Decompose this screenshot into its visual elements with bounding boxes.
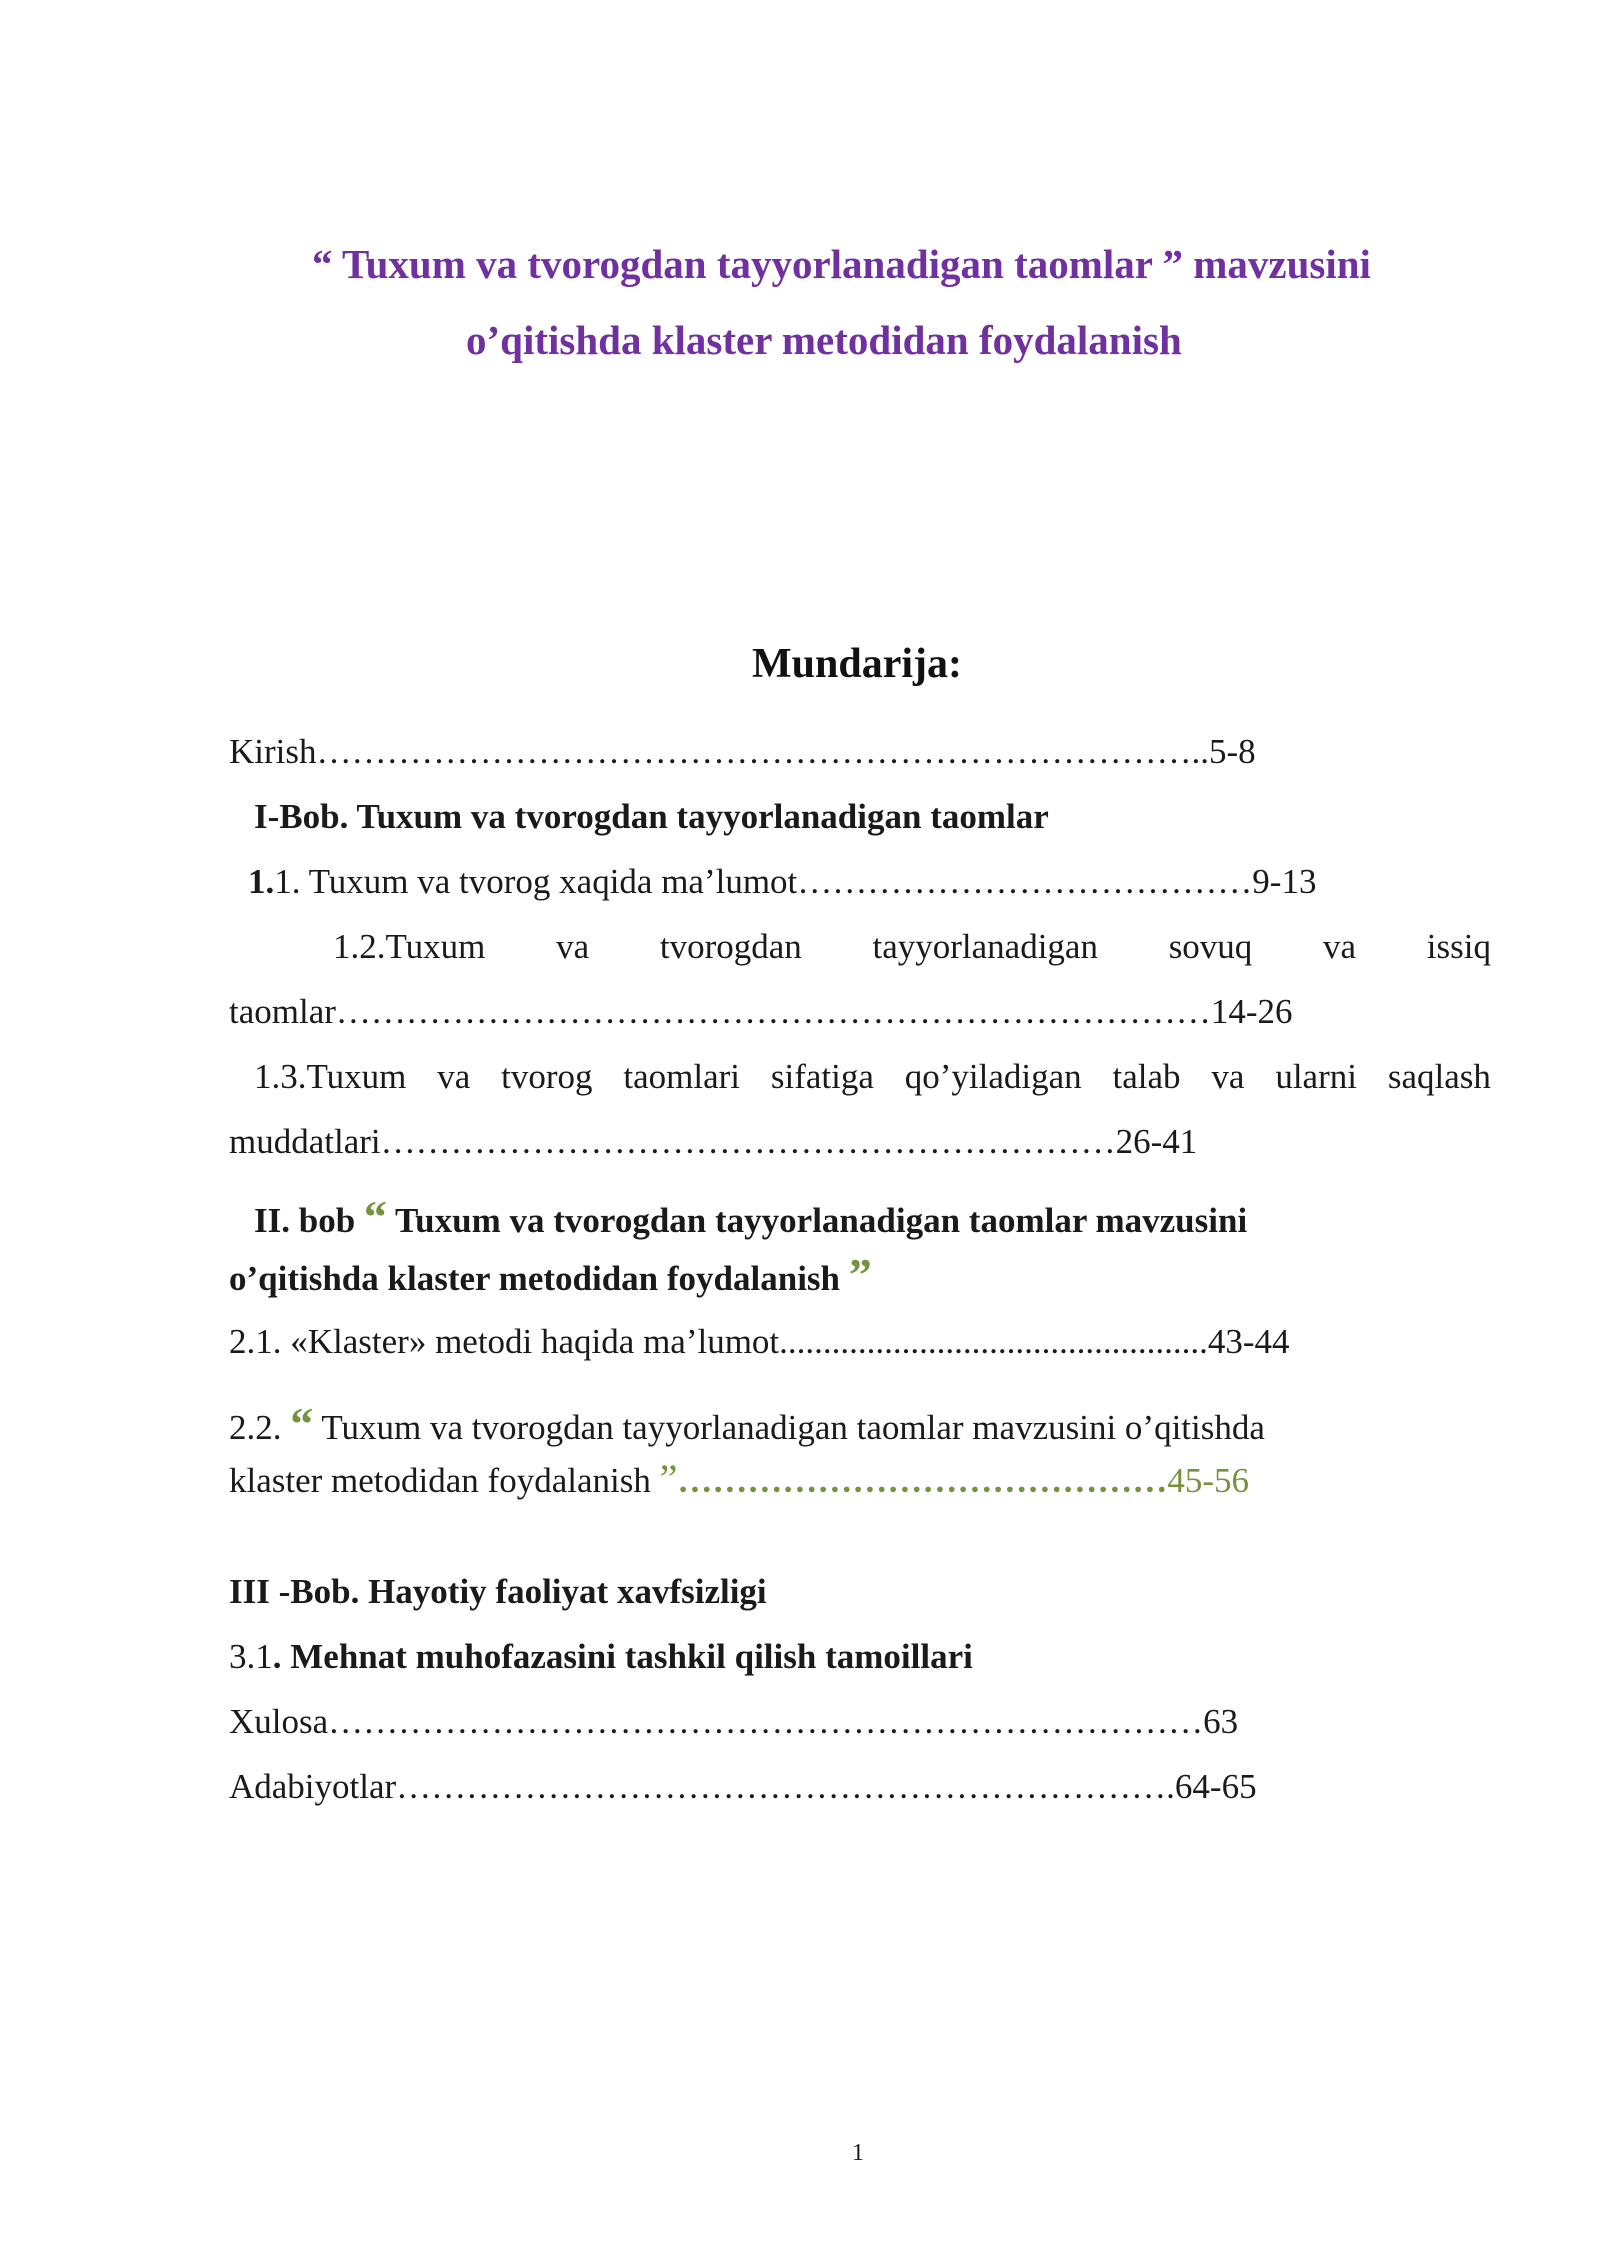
toc-entry-kirish: Kirish…………………………………………………………………..5-8 [229, 732, 1256, 771]
close-quote-mark: ” [848, 1249, 872, 1300]
toc-entry-1-2-line2: taomlar…………………………………………………………………14-26 [229, 992, 1293, 1031]
toc-chapter-2-prefix: II. bob [254, 1201, 356, 1240]
toc-entry-3-1 [229, 1637, 973, 1677]
toc-entry-2-2-number: 2.2. [229, 1408, 282, 1447]
toc-entry-2-2-pages: 45-56 [1167, 1461, 1250, 1500]
toc-word: tvorogdan [659, 927, 802, 966]
toc-word: ularni [1275, 1057, 1357, 1096]
toc-entry-1-1-number: 1. [248, 862, 275, 901]
toc-entry-3-1-text: . Mehnat muhofazasini tashkil qilish tamoillari [272, 1637, 973, 1676]
toc-entry-1-1-text: 1. Tuxum va tvorog xaqida ma’lumot…………………………………9-13 [274, 862, 1317, 901]
toc-entry-1-3-line2: muddatlari………………………………………………………26-41 [229, 1122, 1198, 1161]
toc-chapter-2-line2 [229, 1248, 872, 1301]
toc-word: issiq [1426, 927, 1491, 966]
close-quote-mark: ” [659, 1456, 678, 1501]
toc-entry-2-2-line2 [229, 1455, 1249, 1502]
toc-word: sifatiga [770, 1057, 874, 1096]
toc-entry-adabiyotlar: Adabiyotlar………………………………………………………….64-65 [229, 1767, 1257, 1806]
toc-entry-2-2-title-cont: klaster metodidan foydalanish [229, 1461, 651, 1500]
toc-word: talab [1112, 1057, 1181, 1096]
toc-entry-3-1-number: 3.1 [229, 1637, 273, 1676]
toc-entry-1-2-line1 [333, 927, 1491, 967]
toc-entry-2-2-title: Tuxum va tvorogdan tayyorlanadigan taomlar mavzusini o’qitishda [321, 1408, 1265, 1447]
toc-word: va [1211, 1057, 1245, 1096]
toc-chapter-2-title-cont: o’qitishda klaster metodidan foydalanish [229, 1259, 841, 1298]
toc-chapter-2-title: Tuxum va tvorogdan tayyorlanadigan taomlar mavzusini [395, 1201, 1248, 1240]
toc-entry-1-1 [248, 862, 1316, 902]
document-title-line2: o’qitishda klaster metodidan foydalanish [466, 317, 1182, 363]
toc-chapter-2-line1 [254, 1190, 1247, 1243]
toc-word: sovuq [1168, 927, 1253, 966]
document-title-line1: “ Tuxum va tvorogdan tayyorlanadigan taomlar ” mavzusini [312, 241, 1371, 287]
toc-word: taomlari [623, 1057, 741, 1096]
toc-word: tvorog [501, 1057, 593, 1096]
page-number: 1 [852, 2140, 864, 2166]
toc-entry-2-2-line1 [229, 1397, 1265, 1450]
toc-entry-1-3-line1 [254, 1057, 1491, 1097]
toc-word: saqlash [1387, 1057, 1491, 1096]
open-quote-mark: “ [363, 1191, 387, 1242]
contents-heading: Mundarija: [752, 641, 962, 687]
toc-entry-xulosa: Xulosa…………………………………………………………………63 [229, 1702, 1239, 1741]
toc-word: va [556, 927, 590, 966]
toc-chapter-3-title: III -Bob. Hayotiy faoliyat xavfsizligi [229, 1572, 767, 1611]
toc-word: 1.3.Tuxum [254, 1057, 407, 1096]
toc-entry-2-1: 2.1. «Klaster» metodi haqida ma’lumot.................................................43-44 [229, 1322, 1290, 1361]
toc-word: 1.2.Tuxum [333, 927, 486, 966]
toc-word: va [437, 1057, 471, 1096]
open-quote-mark: “ [290, 1398, 314, 1449]
toc-entry-2-2-leader-dots: …………………………………… [677, 1461, 1168, 1500]
toc-word: tayyorlanadigan [872, 927, 1098, 966]
toc-word: va [1323, 927, 1357, 966]
toc-word: qo’yiladigan [904, 1057, 1082, 1096]
toc-chapter-1-title: I-Bob. Tuxum va tvorogdan tayyorlanadigan taomlar [254, 797, 1049, 836]
